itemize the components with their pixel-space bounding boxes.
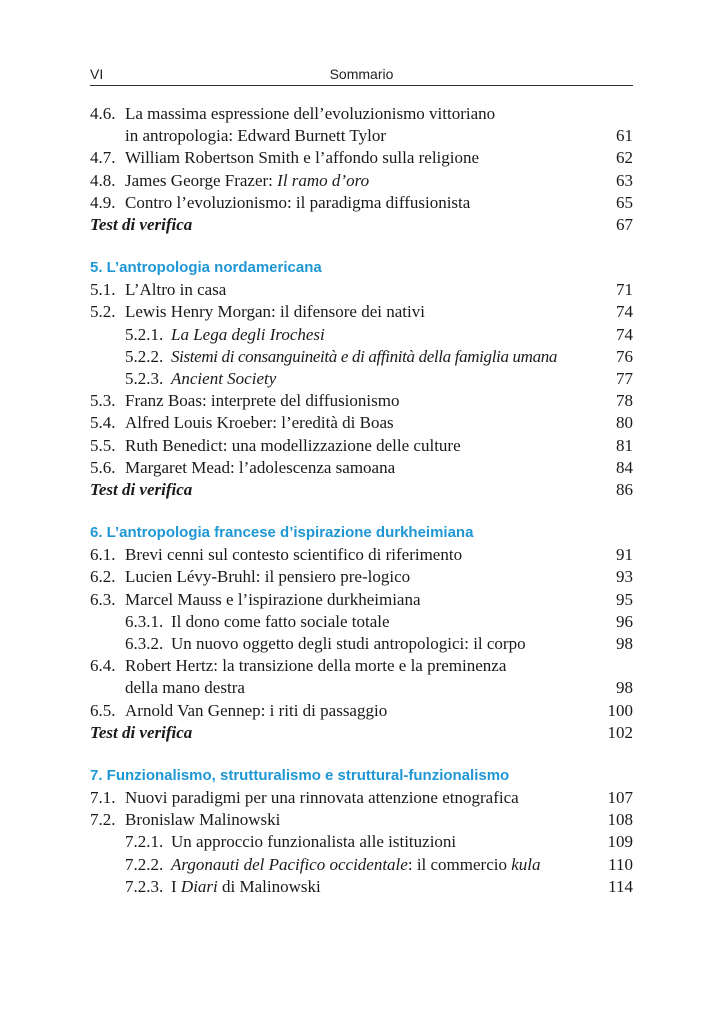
page-ref: 74 bbox=[616, 302, 633, 322]
page-ref: 63 bbox=[616, 170, 633, 190]
toc-entry-5-2-1[interactable]: 5.2.1. La Lega degli Irochesi 74 bbox=[90, 324, 633, 346]
toc-entry-6-2[interactable]: 6.2. Lucien Lévy-Bruhl: il pensiero pre-logico 93 bbox=[90, 566, 633, 588]
page-ref: 114 bbox=[608, 876, 633, 896]
toc-entry-7-2-3[interactable]: 7.2.3. I Diari di Malinowski 114 bbox=[90, 876, 633, 898]
toc-entry-4-6[interactable]: 4.6. La massima espressione dell’evoluzionismo vittoriano bbox=[90, 104, 496, 123]
toc-entry-6-4[interactable]: 6.4. Robert Hertz: la transizione della morte e la preminenza bbox=[90, 656, 507, 676]
toc-entry-5-2[interactable]: 5.2. Lewis Henry Morgan: il difensore dei nativi 74 bbox=[90, 301, 633, 323]
page-ref: 77 bbox=[616, 369, 633, 389]
toc-entry-4-7[interactable]: 4.7. William Robertson Smith e l’affondo sulla religione 62 bbox=[90, 147, 633, 169]
toc-entry-6-3-2[interactable]: 6.3.2. Un nuovo oggetto degli studi antropologici: il corpo 98 bbox=[90, 633, 633, 655]
toc-entry-6-3-1[interactable]: 6.3.1. Il dono come fatto sociale totale 96 bbox=[90, 611, 633, 633]
toc-entry-7-2-2[interactable]: 7.2.2. Argonauti del Pacifico occidentale: il commercio kula 110 bbox=[90, 854, 633, 876]
toc-entry-7-2-1[interactable]: 7.2.1. Un approccio funzionalista alle istituzioni 109 bbox=[90, 831, 633, 853]
running-header bbox=[90, 62, 633, 86]
page-ref: 78 bbox=[616, 391, 633, 411]
toc-entry-6-5[interactable]: 6.5. Arnold Van Gennep: i riti di passaggio 100 bbox=[90, 700, 633, 722]
toc-entry-5-2-2[interactable]: 5.2.2. Sistemi di consanguineità e di affinità della famiglia umana 76 bbox=[90, 346, 633, 368]
toc-entry-5-3[interactable]: 5.3. Franz Boas: interprete del diffusionismo 78 bbox=[90, 390, 633, 412]
table-of-contents bbox=[90, 103, 633, 898]
toc-entry-5-1[interactable]: 5.1. L’Altro in casa 71 bbox=[90, 279, 633, 301]
page-ref: 93 bbox=[616, 567, 633, 587]
toc-entry-5-4[interactable]: 5.4. Alfred Louis Kroeber: l’eredità di Boas 80 bbox=[90, 412, 633, 434]
page-ref: 86 bbox=[616, 480, 633, 500]
page-ref: 96 bbox=[616, 611, 633, 631]
page-ref: 84 bbox=[616, 457, 633, 477]
toc-entry-6-3[interactable]: 6.3. Marcel Mauss e l’ispirazione durkheimiana 95 bbox=[90, 589, 633, 611]
page-ref: 62 bbox=[616, 148, 633, 168]
toc-page bbox=[90, 62, 633, 898]
toc-entry-test-4[interactable]: Test di verifica 67 bbox=[90, 214, 633, 236]
page-ref: 98 bbox=[616, 634, 633, 654]
page-ref: 110 bbox=[608, 854, 633, 874]
chapter-heading-5[interactable]: 5. L’antropologia nordamericana bbox=[90, 259, 322, 277]
page-number: VI bbox=[90, 66, 104, 82]
page-ref: 102 bbox=[607, 722, 633, 742]
page-ref: 91 bbox=[616, 545, 633, 565]
page-ref: 81 bbox=[616, 435, 633, 455]
toc-entry-test-6[interactable]: Test di verifica 102 bbox=[90, 722, 633, 744]
toc-entry-6-1[interactable]: 6.1. Brevi cenni sul contesto scientifico di riferimento 91 bbox=[90, 544, 633, 566]
toc-entry-4-6-continued[interactable]: in antropologia: Edward Burnett Tylor 61 bbox=[90, 125, 633, 147]
page-ref: 107 bbox=[607, 788, 633, 808]
page-ref: 100 bbox=[607, 700, 633, 720]
chapter-heading-7[interactable]: 7. Funzionalismo, strutturalismo e struttural-funzionalismo bbox=[90, 767, 510, 785]
toc-entry-4-9[interactable]: 4.9. Contro l’evoluzionismo: il paradigma diffusionista 65 bbox=[90, 192, 633, 214]
page-ref: 71 bbox=[616, 280, 633, 300]
page-ref: 109 bbox=[607, 832, 633, 852]
page-ref: 98 bbox=[616, 678, 633, 698]
page-ref: 61 bbox=[616, 126, 633, 146]
toc-entry-5-2-3[interactable]: 5.2.3. Ancient Society 77 bbox=[90, 368, 633, 390]
page-ref: 67 bbox=[616, 215, 633, 235]
toc-entry-6-4-continued[interactable]: della mano destra 98 bbox=[90, 677, 633, 699]
page-ref: 74 bbox=[616, 324, 633, 344]
toc-entry-test-5[interactable]: Test di verifica 86 bbox=[90, 479, 633, 501]
page-ref: 65 bbox=[616, 192, 633, 212]
page-ref: 108 bbox=[607, 810, 633, 830]
toc-entry-4-8[interactable]: 4.8. James George Frazer: Il ramo d’oro 63 bbox=[90, 170, 633, 192]
page-ref: 80 bbox=[616, 413, 633, 433]
toc-entry-5-5[interactable]: 5.5. Ruth Benedict: una modellizzazione delle culture 81 bbox=[90, 435, 633, 457]
page-ref: 95 bbox=[616, 589, 633, 609]
page-ref: 76 bbox=[616, 346, 633, 366]
toc-entry-5-6[interactable]: 5.6. Margaret Mead: l’adolescenza samoana 84 bbox=[90, 457, 633, 479]
toc-entry-7-1[interactable]: 7.1. Nuovi paradigmi per una rinnovata attenzione etnografica 107 bbox=[90, 787, 633, 809]
chapter-heading-6[interactable]: 6. L’antropologia francese d’ispirazione durkheimiana bbox=[90, 524, 474, 542]
running-title: Sommario bbox=[329, 66, 394, 82]
toc-entry-7-2[interactable]: 7.2. Bronislaw Malinowski 108 bbox=[90, 809, 633, 831]
